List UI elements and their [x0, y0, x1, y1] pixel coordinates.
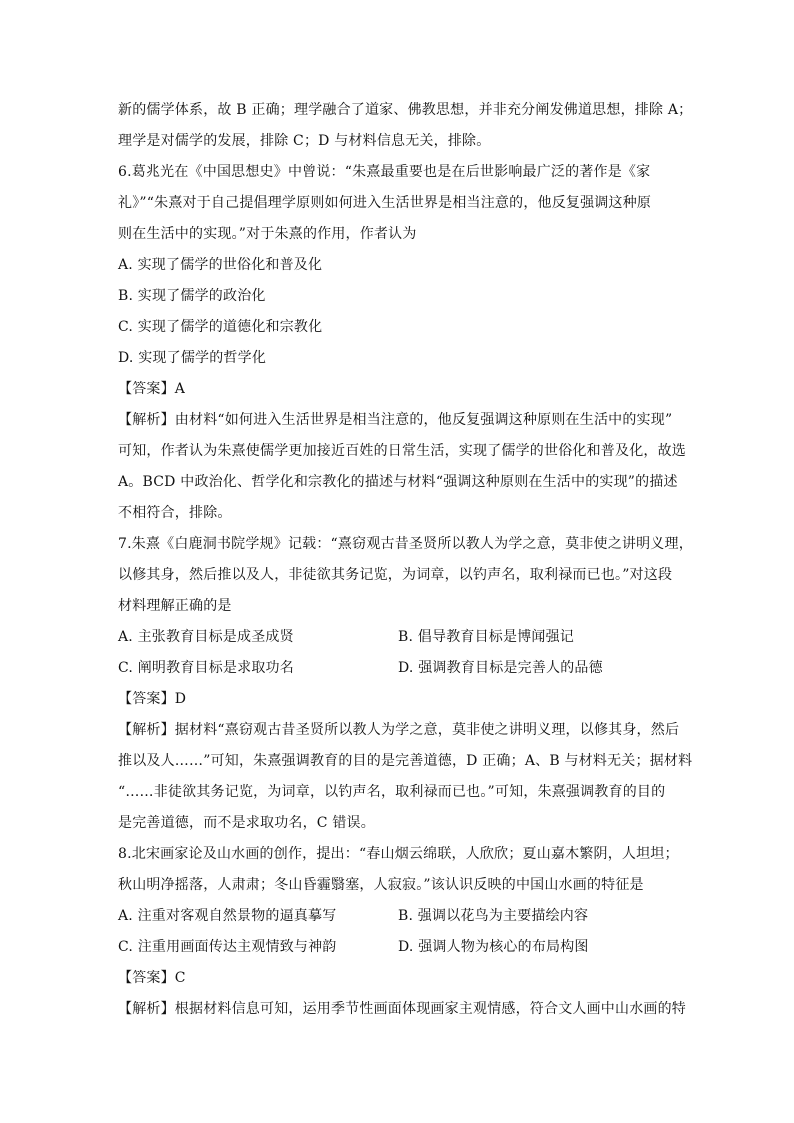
explanation-line: 可知，作者认为朱熹使儒学更加接近百姓的日常生活，实现了儒学的世俗化和普及化，故选: [118, 443, 686, 459]
explanation-line: 【解析】由材料“如何进入生活世界是相当注意的，他反复强调这种原则在生活中的实现”: [118, 412, 673, 428]
explanation-line: 是完善道德，而不是求取功名，C 错误。: [118, 815, 375, 831]
option-row: [118, 622, 678, 653]
question-8: [118, 839, 686, 1025]
option-row: [118, 901, 678, 932]
option-row: [118, 653, 678, 684]
option-a: A. 主张教育目标是成圣成贤: [118, 629, 294, 645]
question-stem-line: 礼》”“朱熹对于自己提倡理学原则如何进入生活世界是相当注意的，他反复强调这种原: [118, 195, 652, 211]
option-d: D. 强调教育目标是完善人的品德: [398, 660, 603, 676]
option-a: A. 实现了儒学的世俗化和普及化: [118, 257, 323, 273]
document-body: [118, 95, 693, 1025]
text-line: 新的儒学体系，故 B 正确；理学融合了道家、佛教思想，并非充分阐发佛道思想，排除 A；: [118, 102, 693, 118]
option-row: [118, 932, 678, 963]
question-stem-line: 6.葛兆光在《中国思想史》中曾说：“朱熹最重要也是在后世影响最广泛的著作是《家: [118, 164, 651, 180]
answer: 【答案】A: [118, 381, 186, 397]
question-stem-line: 7.朱熹《白鹿洞书院学规》记载：“熹窃观古昔圣贤所以教人为学之意，莫非使之讲明义理，: [118, 536, 693, 552]
answer: 【答案】D: [118, 691, 187, 707]
text-line: 理学是对儒学的发展，排除 C；D 与材料信息无关，排除。: [118, 133, 491, 149]
option-a: A. 注重对客观自然景物的逼真摹写: [118, 908, 337, 924]
question-stem-line: 秋山明净摇落，人肃肃；冬山昏霾翳塞，人寂寂。”该认识反映的中国山水画的特征是: [118, 877, 644, 893]
option-b: B. 强调以花鸟为主要描绘内容: [398, 908, 589, 924]
explanation-line: 推以及人……”可知，朱熹强调教育的目的是完善道德，D 正确；A、B 与材料无关；据材料: [118, 753, 693, 769]
explanation-line: 【解析】据材料“熹窃观古昔圣贤所以教人为学之意，莫非使之讲明义理，以修其身，然后: [118, 722, 680, 738]
option-b: B. 实现了儒学的政治化: [118, 288, 266, 304]
explanation-line: 不相符合，排除。: [118, 505, 232, 521]
option-c: C. 注重用画面传达主观情致与神韵: [118, 939, 337, 955]
explanation-line: “……非徒欲其务记览，为词章，以钓声名，取利禄而已也。”可知，朱熹强调教育的目的: [118, 784, 666, 800]
option-d: D. 强调人物为核心的布局构图: [398, 939, 589, 955]
question-stem-line: 以修其身，然后推以及人，非徒欲其务记览，为词章，以钓声名，取利禄而已也。”对这段: [118, 567, 673, 583]
question-6: [118, 157, 686, 529]
option-c: C. 阐明教育目标是求取功名: [118, 660, 294, 676]
option-c: C. 实现了儒学的道德化和宗教化: [118, 319, 323, 335]
option-b: B. 倡导教育目标是博闻强记: [398, 629, 574, 645]
question-stem-line: 材料理解正确的是: [118, 598, 232, 614]
prev-explanation: [118, 95, 693, 157]
question-stem-line: 8.北宋画家论及山水画的创作，提出：“春山烟云绵联，人欣欣；夏山嘉木繁阴，人坦坦；: [118, 846, 679, 862]
option-d: D. 实现了儒学的哲学化: [118, 350, 267, 366]
question-stem-line: 则在生活中的实现。”对于朱熹的作用，作者认为: [118, 226, 417, 242]
explanation-line: A。BCD 中政治化、哲学化和宗教化的描述与材料“强调这种原则在生活中的实现”的描述: [118, 474, 678, 490]
explanation-line: 【解析】根据材料信息可知，运用季节性画面体现画家主观情感，符合文人画中山水画的特: [118, 1001, 686, 1017]
question-7: [118, 529, 693, 839]
answer: 【答案】C: [118, 970, 186, 986]
